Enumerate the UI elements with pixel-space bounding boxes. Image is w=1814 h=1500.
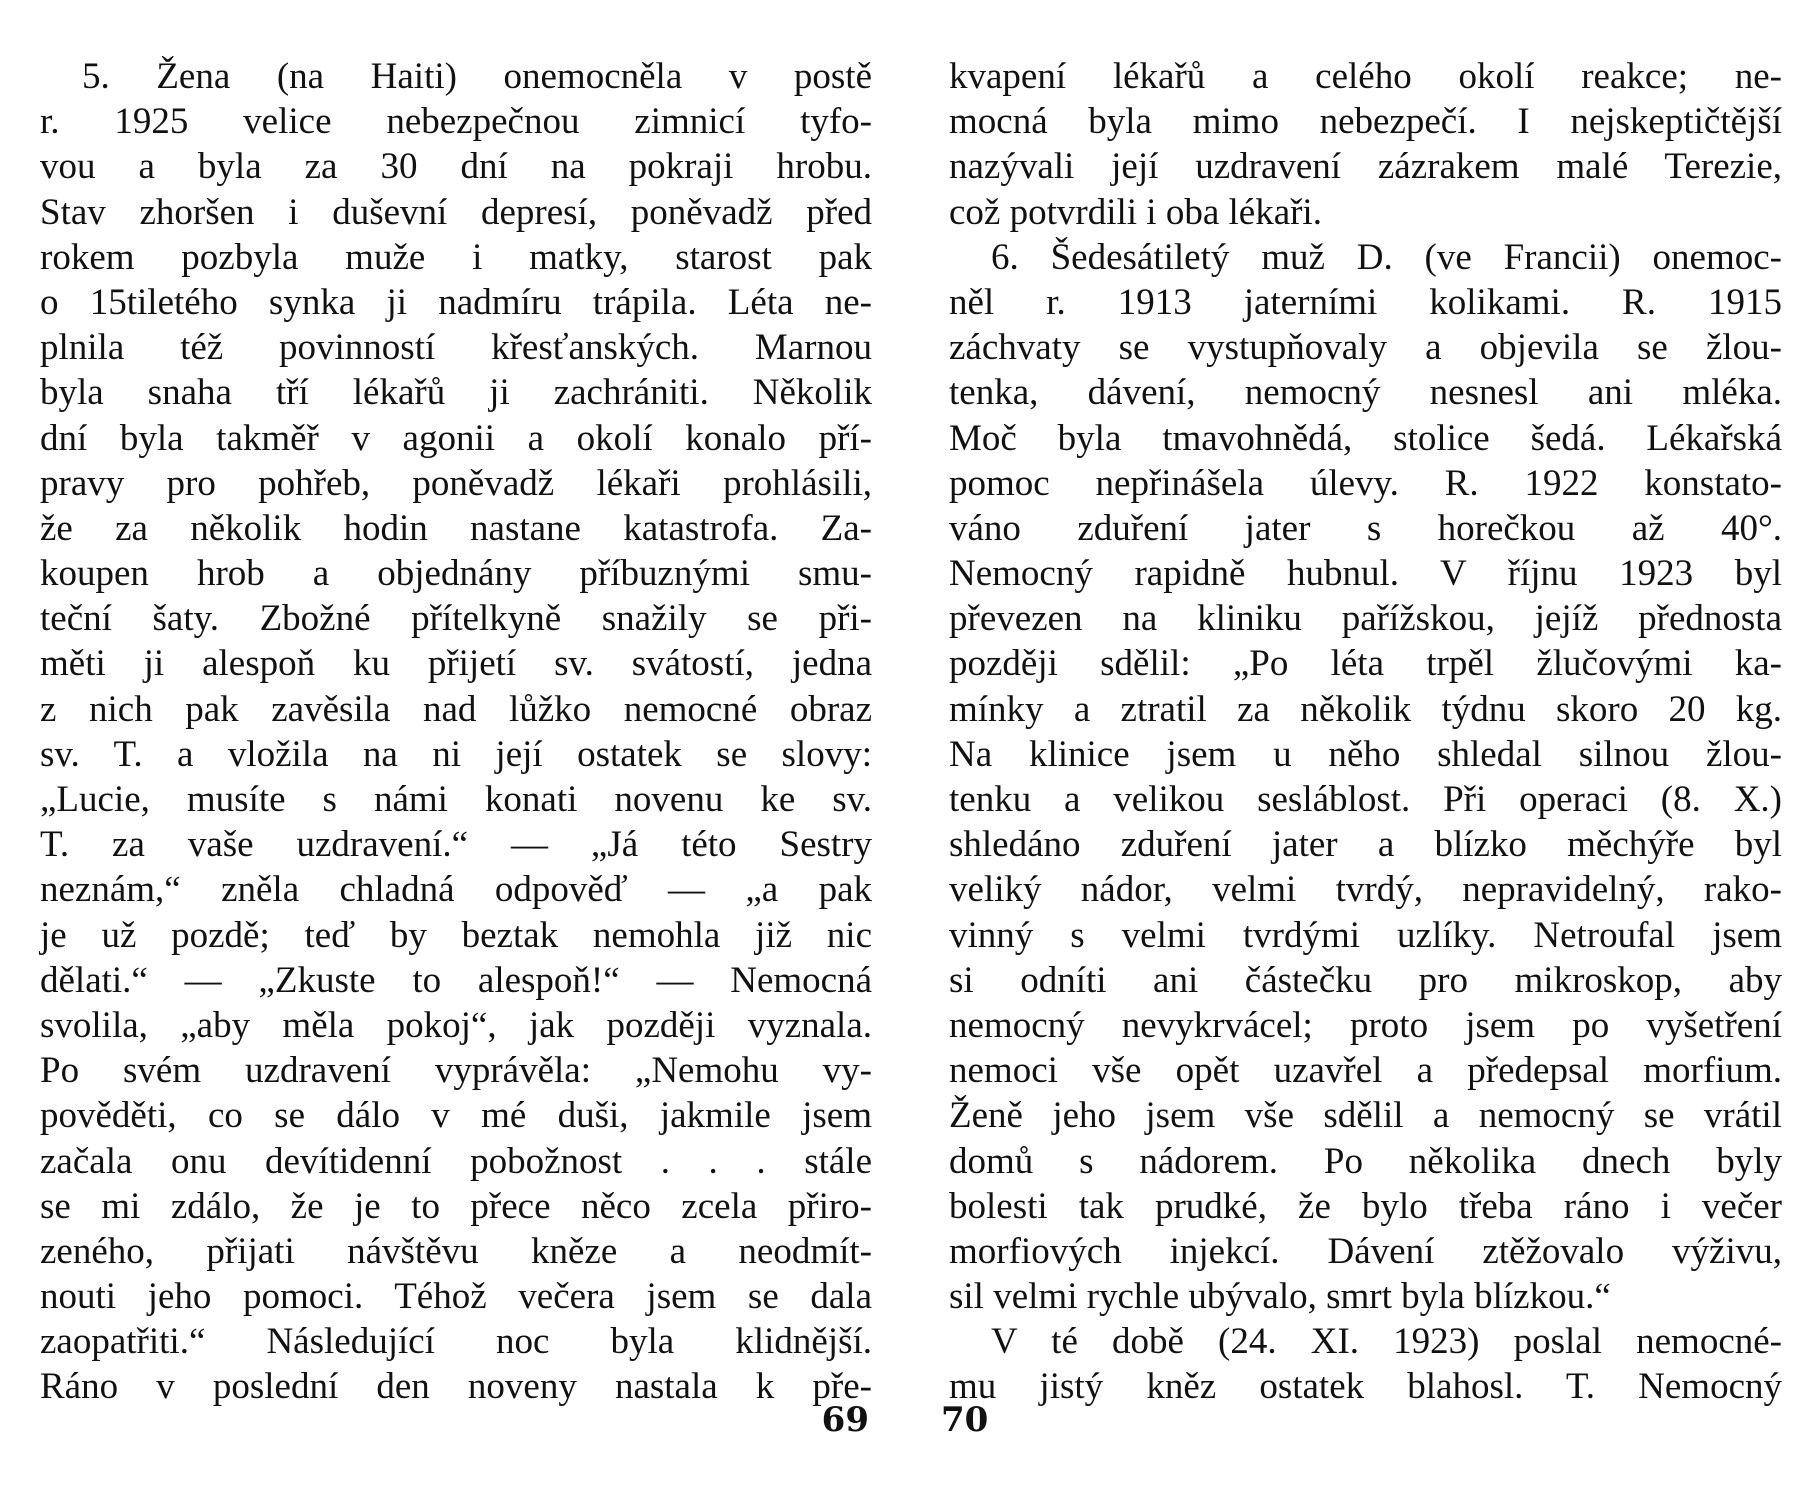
text-line: mu jistý kněz ostatek blahosl. T. Nemocný <box>949 1366 1782 1408</box>
text-line: což potvrdili i oba lékaři. <box>949 191 1322 233</box>
text-line: nouti jeho pomoci. Téhož večera jsem se dala <box>40 1276 872 1318</box>
text-line: převezen na kliniku pařížskou, jejíž přednosta <box>949 598 1782 640</box>
text-line: Nemocný rapidně hubnul. V říjnu 1923 byl <box>949 553 1782 595</box>
text-line: 5. Žena (na Haiti) onemocněla v postě <box>82 56 872 97</box>
text-line: 6. Šedesátiletý muž D. (ve Francii) onemoc- <box>991 236 1782 278</box>
text-line: nemoci vše opět uzavřel a předepsal morfium. <box>949 1050 1782 1092</box>
text-line: r. 1925 velice nebezpečnou zimnicí tyfo- <box>40 101 872 143</box>
page-number: 70 <box>941 1400 989 1440</box>
text-line: začala onu devítidenní pobožnost . . . stále <box>40 1140 872 1182</box>
text-line: mocná byla mimo nebezpečí. I nejskeptičtější <box>949 101 1782 143</box>
text-line: sv. T. a vložila na ni její ostatek se slovy: <box>40 733 872 775</box>
text-line: teční šaty. Zbožné přítelkyně snažily se při- <box>40 598 872 640</box>
right-page <box>907 0 1814 1500</box>
text-line: záchvaty se vystupňovaly a objevila se žlou- <box>949 327 1782 369</box>
text-line: domů s nádorem. Po několika dnech byly <box>949 1140 1782 1182</box>
text-line: později sdělil: „Po léta trpěl žlučovými ka- <box>949 643 1782 685</box>
text-line: dní byla takměř v agonii a okolí konalo pří- <box>40 417 872 459</box>
text-line: Moč byla tmavohnědá, stolice šedá. Lékařská <box>949 417 1782 459</box>
text-line: vinný s velmi tvrdými uzlíky. Netroufal jsem <box>949 914 1782 956</box>
text-line: je už pozdě; teď by beztak nemohla již nic <box>40 914 872 956</box>
text-line: vou a byla za 30 dní na pokraji hrobu. <box>40 146 872 188</box>
text-line: byla snaha tří lékařů ji zachrániti. Několik <box>40 372 872 414</box>
text-line: „Lucie, musíte s námi konati novenu ke sv. <box>40 779 872 820</box>
text-line: Ráno v poslední den noveny nastala k pře- <box>40 1366 872 1408</box>
text-line: nazývali její uzdravení zázrakem malé Terezie, <box>949 146 1782 188</box>
text-line: pověděti, co se dálo v mé duši, jakmile jsem <box>40 1095 872 1137</box>
text-line: váno zduření jater s horečkou až 40°. <box>949 507 1782 549</box>
text-line: že za několik hodin nastane katastrofa. Za- <box>40 507 872 549</box>
left-page-text-column <box>40 54 872 1410</box>
text-line: svolila, „aby měla pokoj“, jak později vyznala. <box>40 1004 872 1046</box>
text-line: kvapení lékařů a celého okolí reakce; ne- <box>949 56 1782 97</box>
text-line: tenku a velikou sesláblost. Při operaci (8. X.) <box>949 779 1782 820</box>
text-line: shledáno zduření jater a blízko měchýře byl <box>949 824 1782 866</box>
text-line: koupen hrob a objednány příbuznými smu- <box>40 553 872 595</box>
text-line: o 15tiletého synka ji nadmíru trápila. Léta ne- <box>40 281 872 323</box>
text-line: rokem pozbyla muže i matky, starost pak <box>40 236 872 278</box>
text-line: plnila též povinností křesťanských. Marnou <box>40 327 872 369</box>
text-line: Ženě jeho jsem vše sdělil a nemocný se vrátil <box>949 1095 1782 1137</box>
text-line: nemocný nevykrvácel; proto jsem po vyšetření <box>949 1004 1782 1046</box>
text-line: bolesti tak prudké, že bylo třeba ráno i večer <box>949 1185 1782 1227</box>
text-line: zeného, přijati návštěvu kněze a neodmít- <box>40 1230 872 1272</box>
right-page-text-column <box>949 54 1782 1410</box>
text-line: se mi zdálo, že je to přece něco zcela přiro- <box>40 1185 872 1227</box>
text-line: Stav zhoršen i duševní depresí, poněvadž před <box>40 191 872 233</box>
text-line: měti ji alespoň ku přijetí sv. svátostí, jedna <box>40 643 872 685</box>
text-line: neznám,“ zněla chladná odpověď — „a pak <box>40 869 872 911</box>
text-line: veliký nádor, velmi tvrdý, nepravidelný, rako- <box>949 869 1782 911</box>
text-line: dělati.“ — „Zkuste to alespoň!“ — Nemocná <box>40 959 872 1001</box>
text-line: morfiových injekcí. Dávení ztěžovalo výživu, <box>949 1230 1782 1272</box>
text-line: si odníti ani částečku pro mikroskop, aby <box>949 959 1782 1001</box>
text-line: mínky a ztratil za několik týdnu skoro 20 kg. <box>949 688 1782 730</box>
text-line: pravy pro pohřeb, poněvadž lékaři prohlásili, <box>40 462 872 504</box>
text-line: z nich pak zavěsila nad lůžko nemocné obraz <box>40 688 872 730</box>
text-line: T. za vaše uzdravení.“ — „Já této Sestry <box>40 824 872 866</box>
text-line: sil velmi rychle ubývalo, smrt byla blízkou.“ <box>949 1276 1611 1318</box>
text-line: něl r. 1913 jaterními kolikami. R. 1915 <box>949 281 1782 323</box>
text-line: pomoc nepřinášela úlevy. R. 1922 konstato- <box>949 462 1782 504</box>
text-line: V té době (24. XI. 1923) poslal nemocné- <box>991 1321 1782 1363</box>
text-line: zaopatřiti.“ Následující noc byla klidnější. <box>40 1321 872 1363</box>
page-number: 69 <box>821 1400 869 1440</box>
text-line: Na klinice jsem u něho shledal silnou žlou- <box>949 733 1782 775</box>
text-line: Po svém uzdravení vyprávěla: „Nemohu vy- <box>40 1050 872 1092</box>
text-line: tenka, dávení, nemocný nesnesl ani mléka. <box>949 372 1782 414</box>
